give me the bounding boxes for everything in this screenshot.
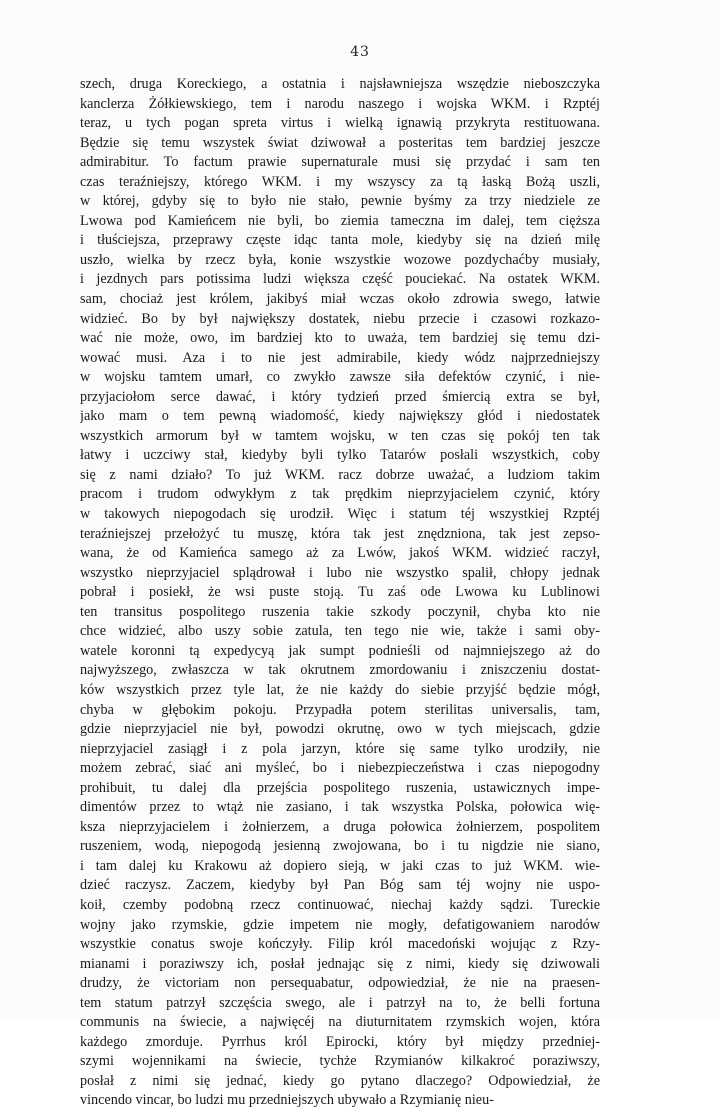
text-line: teraźniejszej przełożyć tu muszę, która tak jest znędzniona, tak jest zepso- xyxy=(80,525,600,542)
text-line: pobrał i posiekł, że wsi puste stoją. Tu zaś ode Lwowa ku Lublinowi xyxy=(80,584,600,601)
text-line: ksza nieprzyjacielem i żołnierzem, a druga połowica żołnierzem, pospolitem xyxy=(80,818,600,835)
text-line: możem zebrać, siać ani myśleć, bo i niebezpieczeństwa i czas niepogodny xyxy=(80,760,600,777)
text-line: chyba w głębokim pokoju. Przypadła potem sterilitas universalis, tam, xyxy=(80,701,600,718)
text-line: dzieć raczysz. Zaczem, kiedyby był Pan Bóg sam téj wojny nie uspo- xyxy=(80,877,600,894)
text-line: czas teraźniejszy, którego WKM. i my wszyscy za tą łaską Bożą uszli, xyxy=(80,173,600,190)
text-line: Lwowa pod Kamieńcem nie byli, bo ziemia tameczna im dalej, tem cięższa xyxy=(80,212,600,229)
text-line: prohibuit, tu dalej dla przejścia pospolitego ruszenia, ustawicznych impe- xyxy=(80,779,600,796)
text-line: Będzie się temu wszystek świat dziwował a posteritas tem bardziej jeszcze xyxy=(80,134,600,151)
text-line: łatwy i uczciwy stał, kiedyby byli tylko Tatarów posłali wszystkich, coby xyxy=(80,447,600,464)
text-line: szech, druga Koreckiego, a ostatnia i najsławniejsza wszędzie nieboszczyka xyxy=(80,76,600,92)
text-line: się z nami działo? To już WKM. racz dobrze uważać, a ludziom takim xyxy=(80,466,600,483)
text-line: tem statum patrzył szczęścia swego, ale i patrzył na to, że belli fortuna xyxy=(80,994,600,1011)
text-line: wojny jako rzymskie, gdzie impetem nie mogły, defatigowaniem narodów xyxy=(80,916,600,933)
text-line: koił, czemby podobną rzecz continuować, niechaj każdy sądzi. Tureckie xyxy=(80,896,600,913)
text-line: i tłuściejsza, przeprawy częste idąc tanta mole, kiedyby się na dzień milę xyxy=(80,232,600,249)
text-line: wać nie może, owo, im bardziej kto to uważa, tem bardziej się temu dzi- xyxy=(80,330,600,347)
text-line: drudzy, że victoriam non persequabatur, odpowiedział, że nie na praesen- xyxy=(80,975,600,992)
text-line: szymi wojennikami na świecie, tychże Rzymianów kilkakroć poraziwszy, xyxy=(80,1053,600,1070)
text-line: ten transitus pospolitego ruszenia takie szkody poczynił, chyba kto nie xyxy=(80,603,600,620)
text-line: przyjaciołom serce dawać, i który tydzień przed śmiercią extra se był, xyxy=(80,388,600,405)
text-line: każdego zmorduje. Pyrrhus król Epirocki, który był między przedniej- xyxy=(80,1033,600,1050)
text-line: admirabitur. To factum prawie supernaturale musi się przydać i sam ten xyxy=(80,154,600,171)
text-line: gdzie nieprzyjaciel nie był, powodzi okrutnę, owo w tych miejscach, gdzie xyxy=(80,721,600,738)
text-line: nieprzyjaciel zasiągł i z pola jarzyn, które się same tylko urodziły, nie xyxy=(80,740,600,757)
text-line: jako mam o tem pewną wiadomość, kiedy największy głód i niedostatek xyxy=(80,408,600,425)
text-line: widzieć. Bo by był największy dostatek, niebu przecie i czasowi rozkazo- xyxy=(80,310,600,327)
text-line: kanclerza Żółkiewskiego, tem i narodu naszego i wojska WKM. i Rzptéj xyxy=(80,95,600,112)
page-text xyxy=(80,75,600,1111)
text-line: w wojsku tamtem umarł, co zwykło zawsze siła defektów czynić, i nie- xyxy=(80,369,600,386)
text-line: ków wszystkich przez tyle lat, że nie każdy do siebie przyjść będzie mógł, xyxy=(80,681,600,698)
text-line: pracom i trudom odwykłym z tak prędkim nieprzyjacielem czynić, który xyxy=(80,486,600,503)
text-line: sam, chociaż jest królem, jakibyś miał wczas około zdrowia swego, łatwie xyxy=(80,291,600,308)
text-line: wszystkich armorum był w tamtem wojsku, w ten czas się pokój ten tak xyxy=(80,427,600,444)
text-line: posłał z nimi się jednać, kiedy go pytano dlaczego? Odpowiedział, że xyxy=(80,1072,600,1089)
text-line: teraz, u tych pogan spreta virtus i wielką ignawią przykryta restituowana. xyxy=(80,115,600,132)
text-line: i tam dalej ku Krakowu aż dopiero sieją, w jaki czas to już WKM. wie- xyxy=(80,857,600,874)
text-line: wana, że od Kamieńca samego aż za Lwów, jakoś WKM. widzieć raczył, xyxy=(80,545,600,562)
text-line: w której, gdyby się to było nie stało, pewnie byśmy za trzy niedziele ze xyxy=(80,193,600,210)
text-line: vincendo vincar, bo ludzi mu przedniejszych ubywało a Rzymianię nieu- xyxy=(80,1092,494,1109)
text-line: najwyższego, zwłaszcza w tak okrutnem zmordowaniu i zniszczeniu dostat- xyxy=(80,662,600,679)
text-line: uszło, wielka by rzecz była, konie wszystkie wozowe pozdychaćby musiały, xyxy=(80,251,600,268)
text-line: communis na świecie, a najwięcéj na diuturnitatem rzymskich wojen, która xyxy=(80,1014,600,1031)
page-number: 43 xyxy=(350,44,370,60)
text-line: ruszeniem, wodą, niepogodą jesienną zwojowana, bo i tu nigdzie nie siano, xyxy=(80,838,600,855)
text-line: i jezdnych pars potissima ludzi większa część pouciekać. Na ostatek WKM. xyxy=(80,271,600,288)
text-line: wszystko nieprzyjaciel splądrował i lubo nie wszystko spalił, chłopy jednak xyxy=(80,564,600,581)
text-line: w takowych niepogodach się urodził. Więc i statum téj wszystkiej Rzptéj xyxy=(80,506,600,523)
text-line: wszystkie conatus swoje kończyły. Filip król macedoński wojując z Rzy- xyxy=(80,936,600,953)
text-line: mianami i poraziwszy ich, posłał jednając się z nimi, kiedy się dziwowali xyxy=(80,955,600,972)
text-line: chce widzieć, albo uszy sobie zatula, ten tego nie wie, także i sami oby- xyxy=(80,623,600,640)
text-line: watele koronni tą expedycyą jak sumpt podnieśli od najmniejszego aż do xyxy=(80,642,600,659)
text-line: dimentów przez to wtąż nie zasiano, i tak wszystka Polska, połowica wię- xyxy=(80,799,600,816)
text-line: wować musi. Aza i to nie jest admirabile, kiedy wódz najprzedniejszy xyxy=(80,349,600,366)
